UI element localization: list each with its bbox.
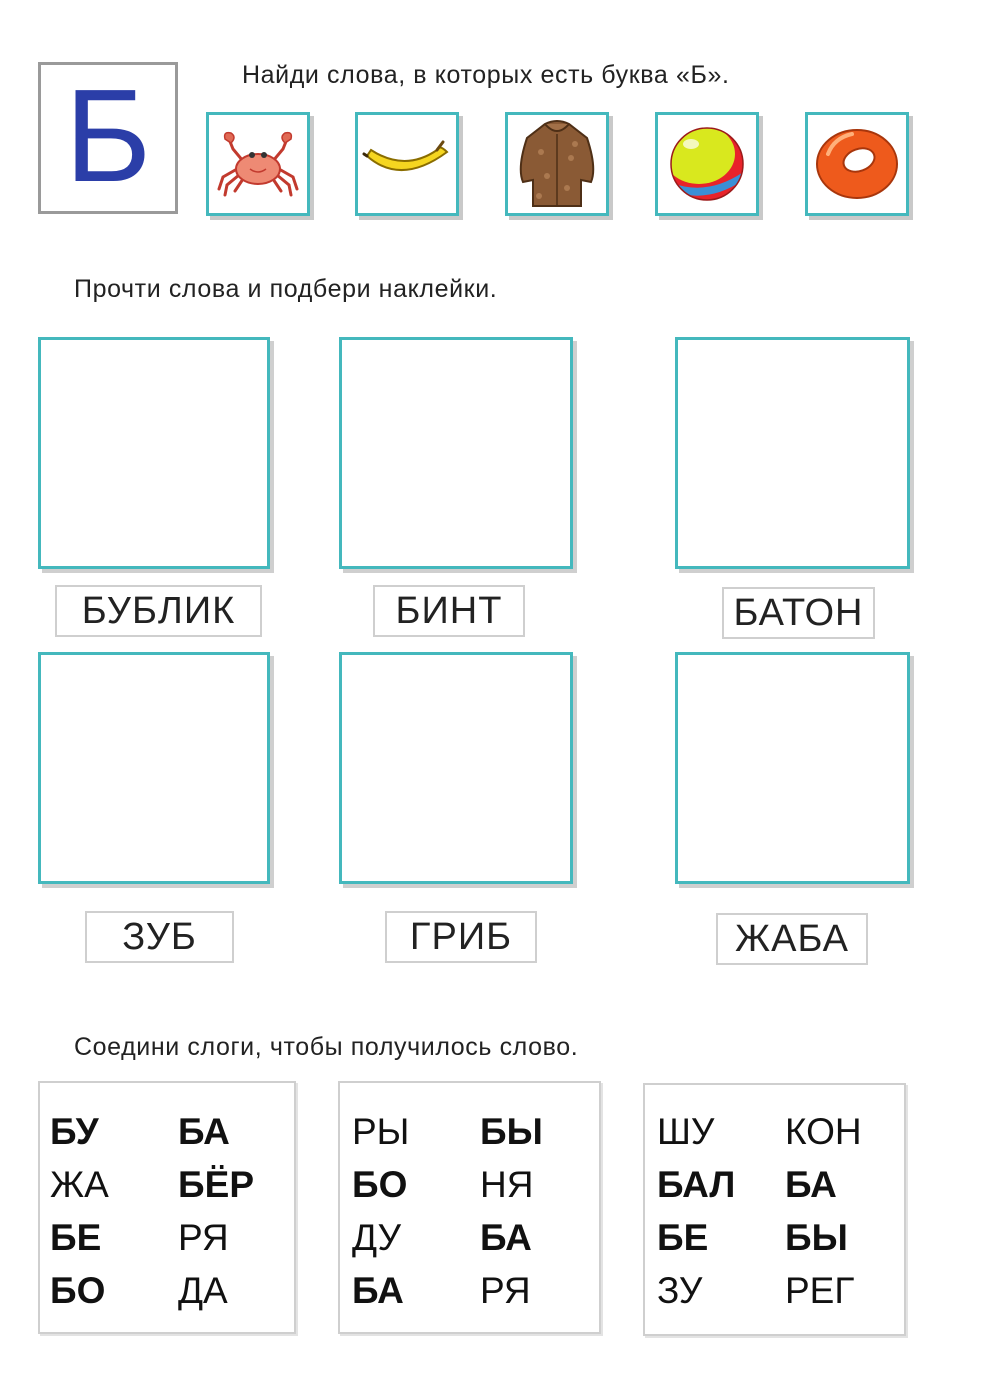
syllable-1-left-4[interactable]: БО: [50, 1270, 106, 1311]
word-label-3: БАТОН: [722, 587, 875, 639]
sticker-slot-4[interactable]: [38, 652, 270, 884]
syllable-3-left-1[interactable]: ШУ: [657, 1111, 715, 1152]
big-letter-box: [38, 62, 178, 214]
big-letter: Б: [64, 62, 152, 209]
banana-icon: [361, 134, 453, 194]
syllable-3-right-3[interactable]: БЫ: [785, 1217, 848, 1258]
picture-fur-coat[interactable]: [505, 112, 609, 216]
bagel-icon: [812, 124, 902, 204]
sticker-slot-3[interactable]: [675, 337, 910, 569]
task1-instruction: Найди слова, в которых есть буква «Б».: [242, 61, 730, 89]
syllable-1-right-3[interactable]: РЯ: [178, 1217, 229, 1258]
syllable-2-left-3[interactable]: ДУ: [352, 1217, 401, 1258]
syllable-2-right-1[interactable]: БЫ: [480, 1111, 543, 1152]
syllable-2-right-3[interactable]: БА: [480, 1217, 532, 1258]
task2-instruction: Прочти слова и подбери наклейки.: [74, 275, 498, 303]
syllable-1-left-2[interactable]: ЖА: [50, 1164, 109, 1205]
syllable-2-right-4[interactable]: РЯ: [480, 1270, 531, 1311]
sticker-slot-2[interactable]: [339, 337, 573, 569]
syllable-1-right-1[interactable]: БА: [178, 1111, 230, 1152]
sticker-slot-6[interactable]: [675, 652, 910, 884]
syllable-3-left-2[interactable]: БАЛ: [657, 1164, 736, 1205]
picture-bagel[interactable]: [805, 112, 909, 216]
sticker-slot-1[interactable]: [38, 337, 270, 569]
word-label-5: ГРИБ: [385, 911, 537, 963]
syllable-3-right-4[interactable]: РЕГ: [785, 1270, 855, 1311]
sticker-slot-5[interactable]: [339, 652, 573, 884]
syllable-3-right-1[interactable]: КОН: [785, 1111, 862, 1152]
syllable-3-right-2[interactable]: БА: [785, 1164, 837, 1205]
picture-banana[interactable]: [355, 112, 459, 216]
syllable-1-right-2[interactable]: БЁР: [178, 1164, 255, 1205]
fur-coat-icon: [517, 118, 597, 210]
word-label-2: БИНТ: [373, 585, 525, 637]
crab-icon: [215, 129, 301, 199]
syllable-1-left-3[interactable]: БЕ: [50, 1217, 102, 1258]
syllable-1-left-1[interactable]: БУ: [50, 1111, 99, 1152]
syllable-2-left-4[interactable]: БА: [352, 1270, 404, 1311]
ball-icon: [665, 122, 749, 206]
word-label-6: ЖАБА: [716, 913, 868, 965]
task3-instruction: Соедини слоги, чтобы получилось слово.: [74, 1033, 579, 1061]
word-label-4: ЗУБ: [85, 911, 234, 963]
syllable-2-left-1[interactable]: РЫ: [352, 1111, 410, 1152]
syllable-2-left-2[interactable]: БО: [352, 1164, 408, 1205]
syllable-2-right-2[interactable]: НЯ: [480, 1164, 534, 1205]
picture-crab[interactable]: [206, 112, 310, 216]
word-label-1: БУБЛИК: [55, 585, 262, 637]
syllable-1-right-4[interactable]: ДА: [178, 1270, 228, 1311]
syllable-3-left-4[interactable]: ЗУ: [657, 1270, 703, 1311]
picture-ball[interactable]: [655, 112, 759, 216]
syllable-3-left-3[interactable]: БЕ: [657, 1217, 709, 1258]
